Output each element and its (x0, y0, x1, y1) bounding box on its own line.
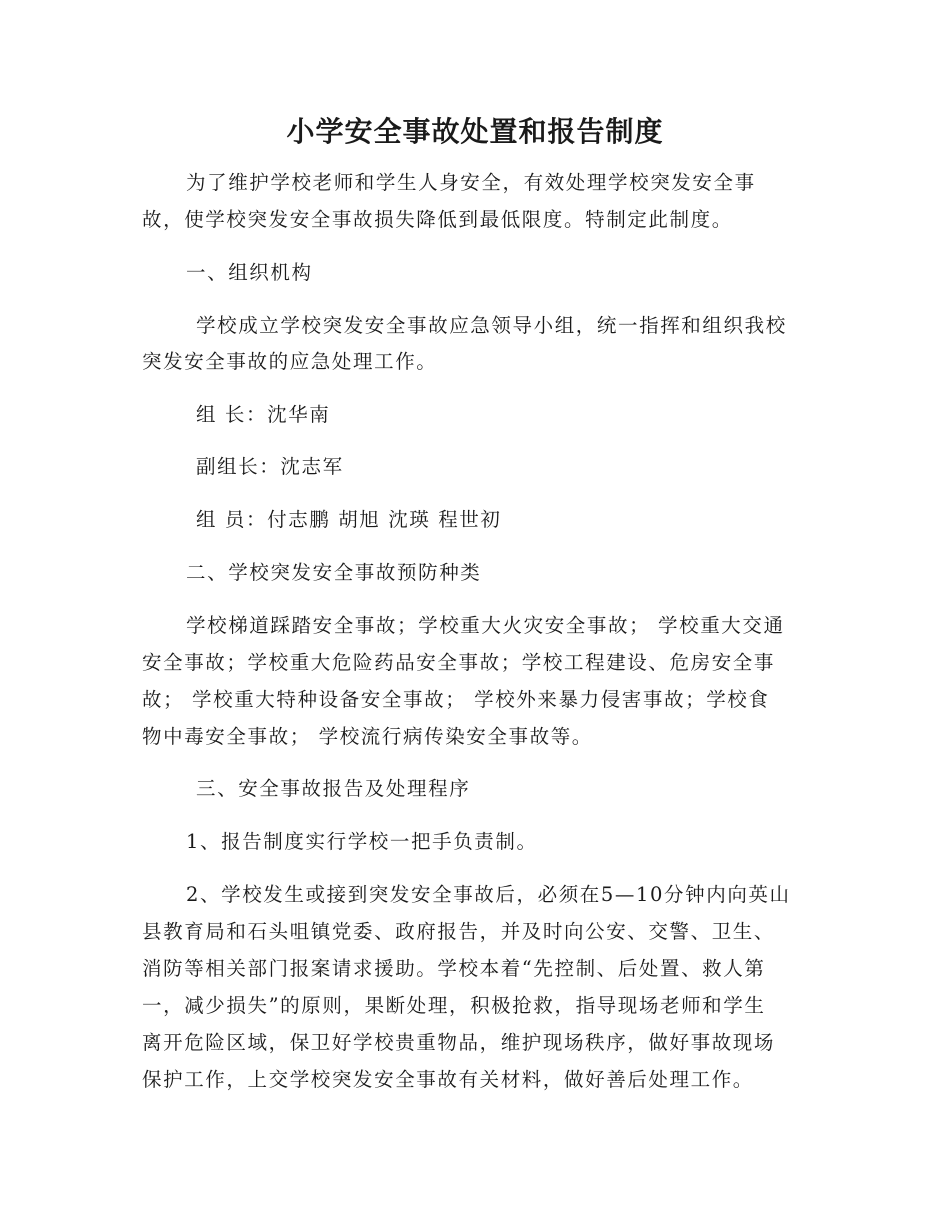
procedure-item-2-line-3: 消防等相关部门报案请求援助。学校本着“先控制、后处置、救人第 (142, 957, 766, 980)
intro-line-1: 为了维护学校老师和学生人身安全，有效处理学校突发安全事 (186, 171, 756, 194)
member-members: 组 员：付志鹏 胡旭 沈瑛 程世初 (196, 508, 502, 531)
member-deputy-leader: 副组长：沈志军 (196, 455, 344, 478)
prevention-text-line-2: 安全事故；学校重大危险药品安全事故；学校工程建设、危房安全事 (142, 651, 776, 674)
intro-line-2: 故，使学校突发安全事故损失降低到最低限度。特制定此制度。 (142, 208, 733, 231)
section-heading-organization: 一、组织机构 (186, 261, 313, 284)
prevention-text-line-3: 故； 学校重大特种设备安全事故； 学校外来暴力侵害事故；学校食 (142, 688, 770, 711)
procedure-item-2-line-1: 2、学校发生或接到突发安全事故后，必须在5—10分钟内向英山 (186, 883, 791, 906)
prevention-text-line-1: 学校梯道踩踏安全事故；学校重大火灾安全事故； 学校重大交通 (186, 614, 785, 637)
member-leader: 组 长：沈华南 (196, 403, 331, 426)
procedure-item-2-line-2: 县教育局和石头咀镇党委、政府报告，并及时向公安、交警、卫生、 (142, 920, 776, 943)
organization-text-line-1: 学校成立学校突发安全事故应急领导小组，统一指挥和组织我校 (196, 314, 787, 337)
document-title: 小学安全事故处置和报告制度 (286, 115, 664, 148)
procedure-item-2-line-5: 离开危险区域，保卫好学校贵重物品，维护现场秩序，做好事故现场 (142, 1031, 776, 1054)
prevention-text-line-4: 物中毒安全事故； 学校流行病传染安全事故等。 (142, 725, 593, 748)
section-heading-prevention: 二、学校突发安全事故预防种类 (186, 561, 482, 584)
procedure-item-2-line-4: 一，减少损失”的原则，果断处理，积极抢救，指导现场老师和学生 (142, 994, 766, 1017)
procedure-item-1: 1、报告制度实行学校一把手负责制。 (186, 830, 538, 853)
section-heading-procedure: 三、安全事故报告及处理程序 (196, 777, 471, 800)
procedure-item-2-line-6: 保护工作，上交学校突发安全事故有关材料，做好善后处理工作。 (142, 1068, 754, 1091)
organization-text-line-2: 突发安全事故的应急处理工作。 (142, 350, 438, 373)
